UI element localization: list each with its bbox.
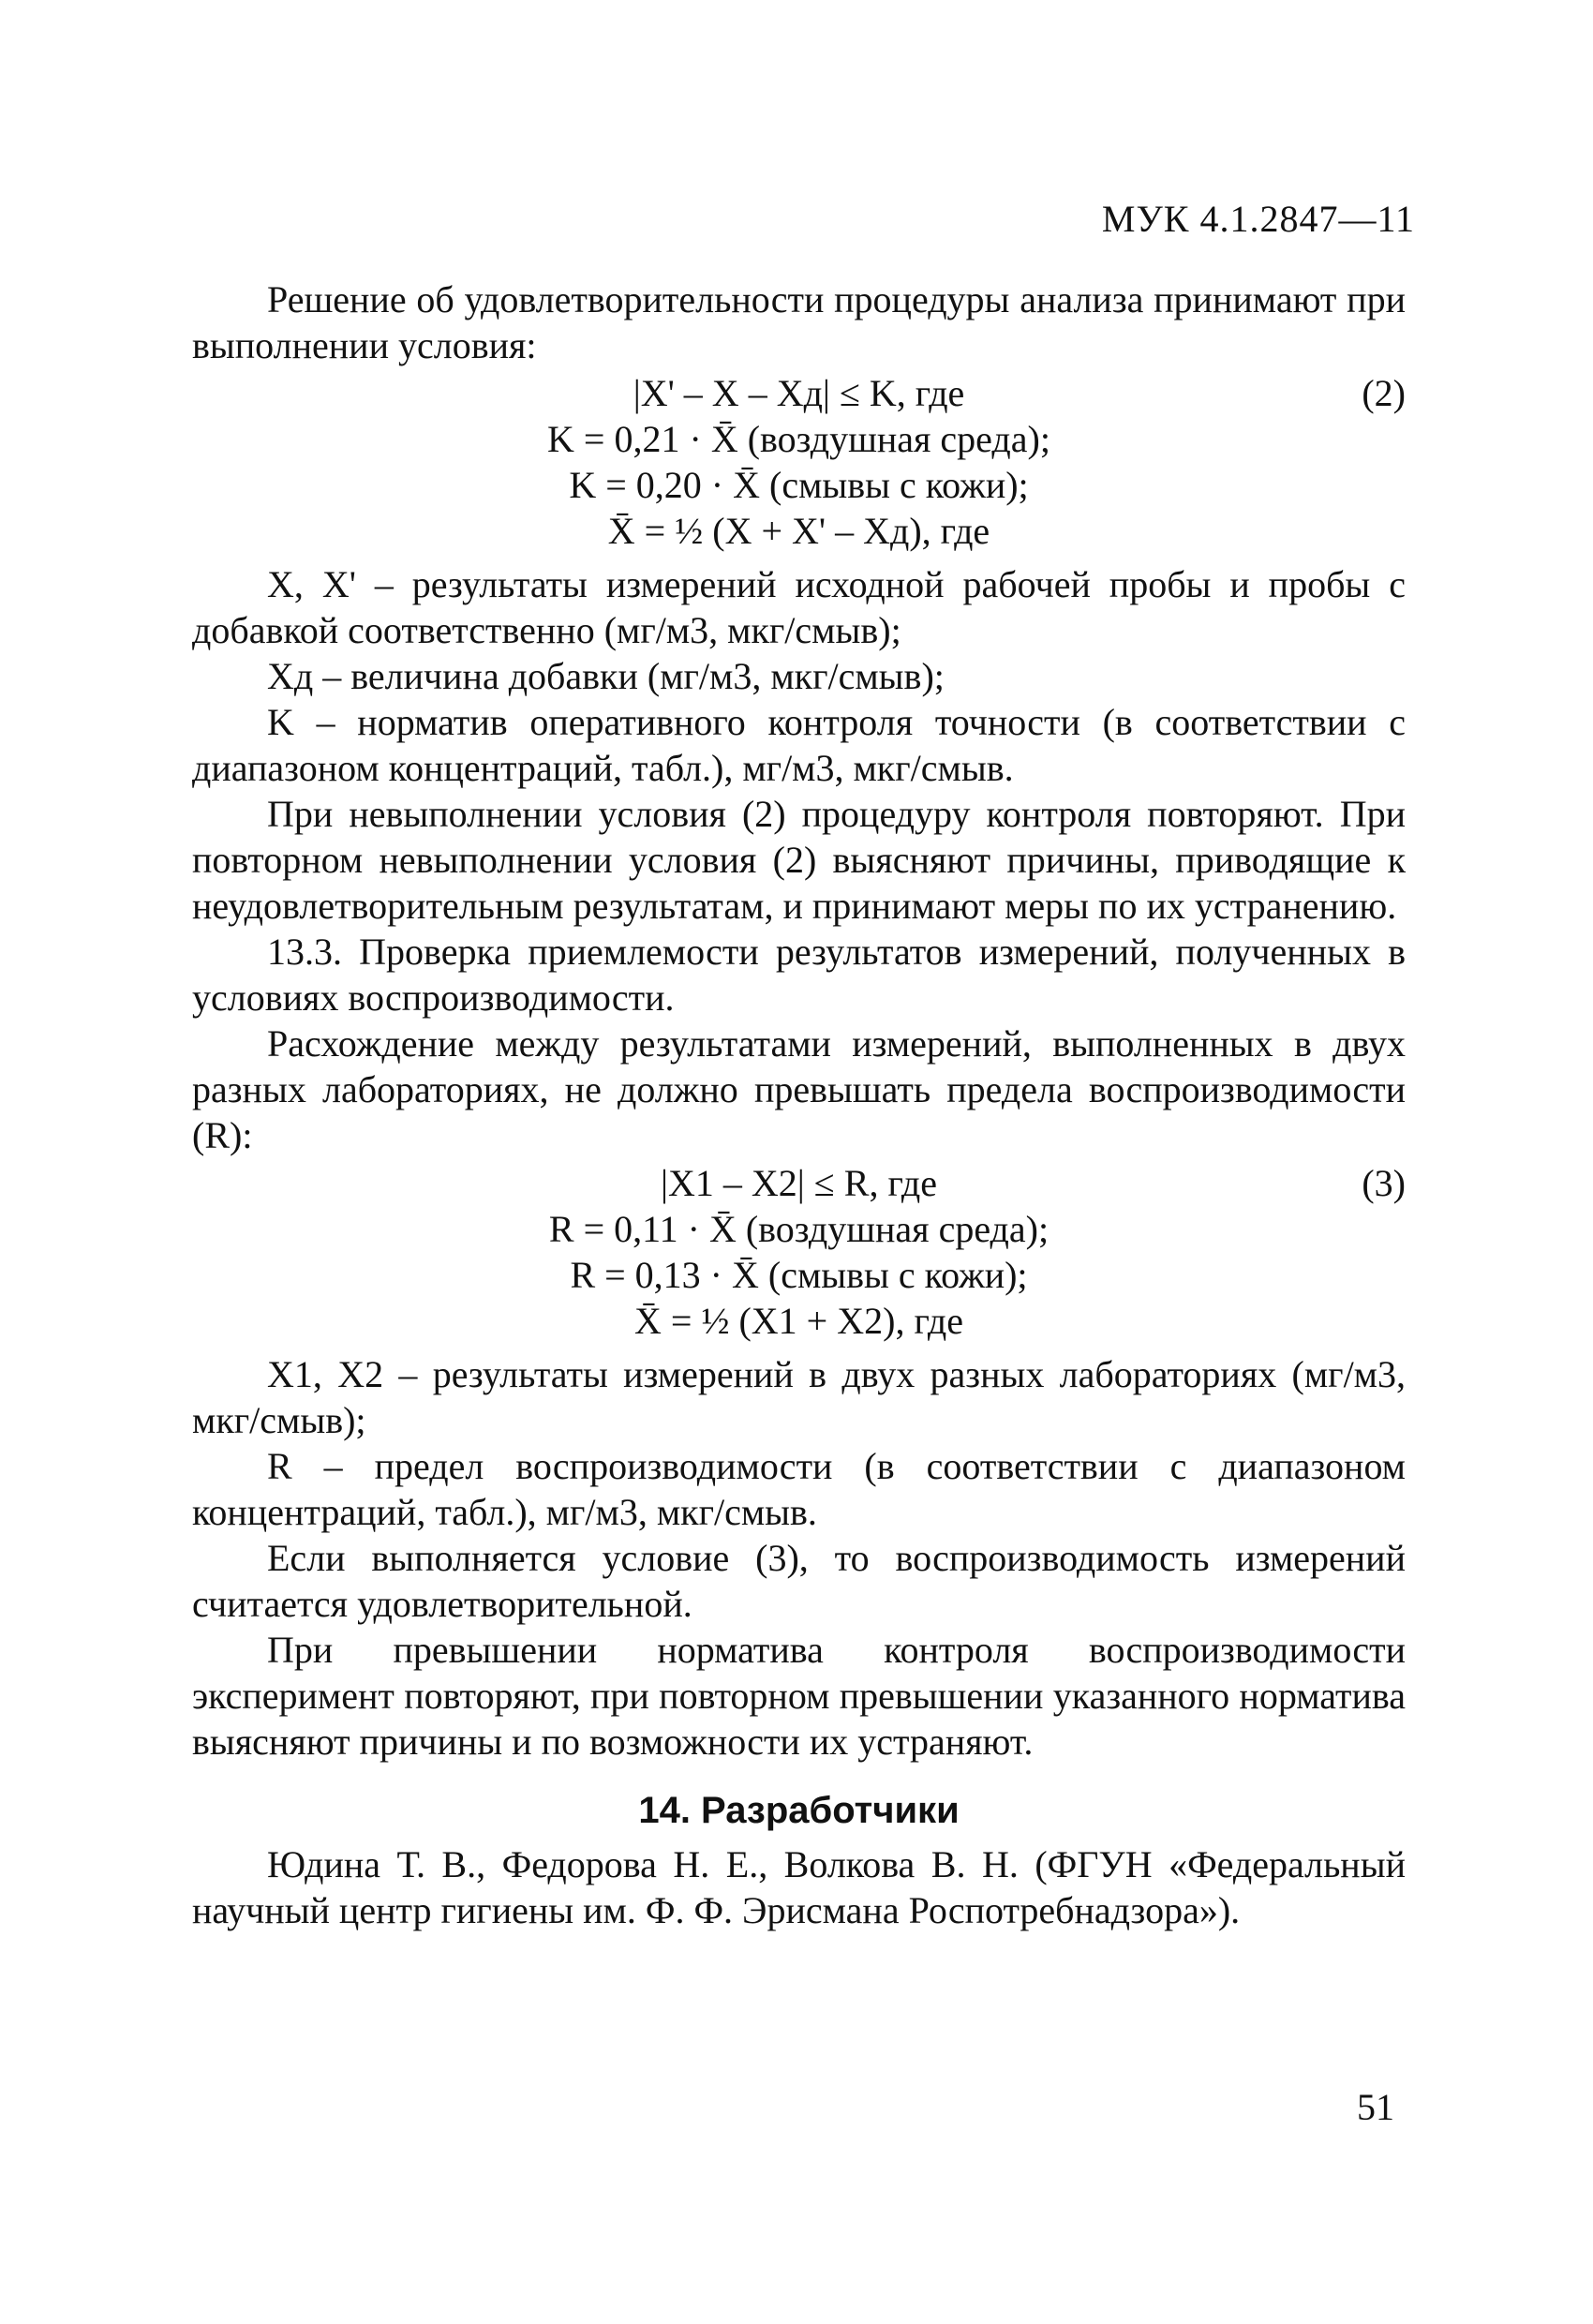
formula-3-main bbox=[192, 1160, 1406, 1206]
definition-r: R – предел воспроизводимости (в соответствии с диапазоном концентраций, табл.), мг/м3, мкг/смыв. bbox=[192, 1445, 1406, 1533]
formula-3-r-air bbox=[192, 1206, 1406, 1252]
formula-3-r-skin-text: R = 0,13 · X̄ (смывы с кожи); bbox=[570, 1254, 1028, 1296]
page-content bbox=[192, 276, 1406, 1933]
definition-k: K – норматив оперативного контроля точности (в соответствии с диапазоном концентраций, табл.), мг/м3, мкг/смыв. bbox=[192, 701, 1406, 789]
paragraph-exceed: При превышении норматива контроля воспроизводимости эксперимент повторяют, при повторном превышении указанного норматива выясняют причины и по возможности их устраняют. bbox=[192, 1629, 1406, 1763]
formula-2-k-skin-text: K = 0,20 · X̄ (смывы с кожи); bbox=[569, 464, 1029, 506]
formula-2-main bbox=[192, 370, 1406, 416]
paragraph-divergence: Расхождение между результатами измерений, выполненных в двух разных лабораториях, не должно превышать предела воспроизводимости (R): bbox=[192, 1022, 1406, 1156]
formula-3-main-text: |X1 – X2| ≤ R, где bbox=[661, 1162, 937, 1204]
paragraph-intro: Решение об удовлетворительности процедуры анализа принимают при выполнении условия: bbox=[192, 278, 1406, 366]
formula-3-r-skin bbox=[192, 1252, 1406, 1298]
formula-2-k-air bbox=[192, 416, 1406, 462]
formula-3-mean bbox=[192, 1298, 1406, 1344]
formula-2-k-air-text: K = 0,21 · X̄ (воздушная среда); bbox=[547, 418, 1050, 460]
section-14-text: Юдина Т. В., Федорова Н. Е., Волкова В. Н. (ФГУН «Федеральный научный центр гигиены им. Ф. Ф. Эрисмана Роспотребнадзора»). bbox=[192, 1843, 1406, 1931]
formula-2-mean-text: X̄ = ½ (X + X' – Xд), где bbox=[607, 510, 990, 552]
definition-x1-x2: X1, X2 – результаты измерений в двух разных лабораториях (мг/м3, мкг/смыв); bbox=[192, 1353, 1406, 1441]
formula-2-block bbox=[192, 370, 1406, 554]
section-14-title: 14. Разработчики bbox=[638, 1790, 960, 1831]
definition-xd: Xд – величина добавки (мг/м3, мкг/смыв); bbox=[267, 655, 945, 697]
formula-3-mean-text: X̄ = ½ (X1 + X2), где bbox=[634, 1300, 963, 1342]
equation-number-2: (2) bbox=[1362, 372, 1406, 414]
document-code-header: МУК 4.1.2847—11 bbox=[1101, 198, 1415, 240]
paragraph-repeat: При невыполнении условия (2) процедуру контроля повторяют. При повторном невыполнении условия (2) выясняют причины, приводящие к неудовлетворительным результатам, и принимают меры по их устранению. bbox=[192, 793, 1406, 927]
formula-3-r-air-text: R = 0,11 · X̄ (воздушная среда); bbox=[548, 1208, 1050, 1250]
paragraph-13-3: 13.3. Проверка приемлемости результатов измерений, полученных в условиях воспроизводимости. bbox=[192, 931, 1406, 1019]
paragraph-if-condition: Если выполняется условие (3), то воспроизводимость измерений считается удовлетворительной. bbox=[192, 1537, 1406, 1625]
formula-3-block bbox=[192, 1160, 1406, 1344]
definition-x: X, X' – результаты измерений исходной рабочей пробы и пробы с добавкой соответственно (мг/м3, мкг/смыв); bbox=[192, 563, 1406, 651]
equation-number-3: (3) bbox=[1362, 1162, 1406, 1204]
formula-2-k-skin bbox=[192, 462, 1406, 508]
formula-2-mean bbox=[192, 508, 1406, 554]
page-number: 51 bbox=[1357, 2086, 1394, 2128]
formula-2-main-text: |X' – X – Xд| ≤ K, где bbox=[633, 372, 965, 414]
